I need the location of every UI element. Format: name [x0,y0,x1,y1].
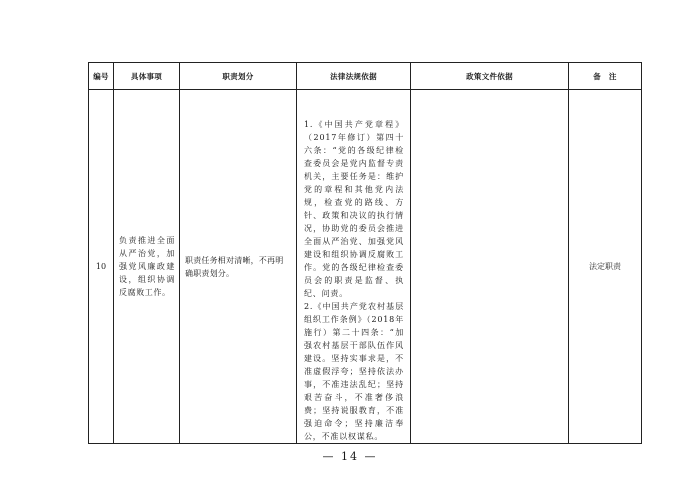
cell-matter: 负责推进全面从严治党，加强党风廉政建设，组织协调反腐败工作。 [114,90,180,444]
table-header-row [89,63,642,90]
page-number: — 14 — [322,450,378,463]
cell-law [297,90,411,444]
cell-number: 10 [89,90,114,444]
cell-note: 法定职责 [569,90,642,444]
law-clause-1: 1.《中国共产党章程》（2017年修订）第四十六条：“党的各级纪律检查委员会是党内监督专责机关，主要任务是：维护党的章程和其他党内法规，检查党的路线、方针、政策和决议的执行情况，协助党的委员会推进全面从严治党、加强党风建设和组织协调反腐败工作。党的各级纪律检查委员会的职责是监督、执纪、问责。 [304,120,404,298]
table-row [89,90,642,444]
header-division: 职责划分 [180,63,297,90]
header-note: 备 注 [569,63,642,90]
law-clause-2: 2.《中国共产党农村基层组织工作条例》（2018年施行）第二十四条：“加强农村基层干部队伍作风建设。坚持实事求是，不准虚假浮夸；坚持依法办事，不准违法乱纪；坚持艰苦奋斗，不准奢侈浪费；坚持说服教育，不准强迫命令；坚持廉洁奉公，不准以权谋私。 [304,302,404,441]
header-number: 编号 [89,63,114,90]
cell-policy [411,90,569,444]
responsibility-table [88,62,642,444]
header-policy: 政策文件依据 [411,63,569,90]
header-matter: 具体事项 [114,63,180,90]
cell-division: 职责任务相对清晰，不再明确职责划分。 [180,90,297,444]
header-law: 法律法规依据 [297,63,411,90]
